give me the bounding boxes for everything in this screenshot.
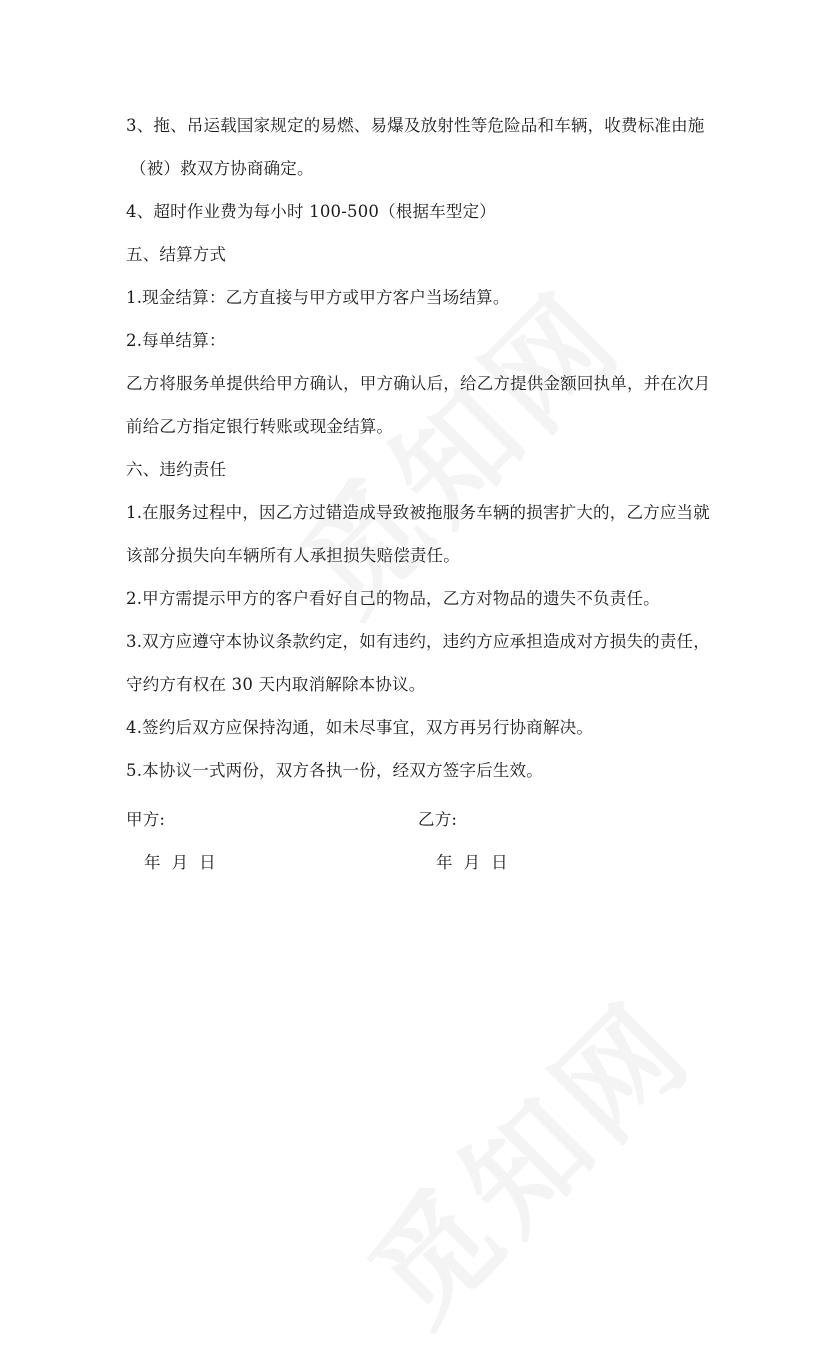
- liability-item-3-line-2: 守约方有权在 30 天内取消解除本协议。: [126, 675, 426, 694]
- settlement-paragraph-line-2: 前给乙方指定银行转账或现金结算。: [126, 417, 394, 436]
- clause-3-line-1: 3、拖、吊运载国家规定的易燃、易爆及放射性等危险品和车辆，收费标准由施: [126, 116, 705, 135]
- party-b-date: 年 月 日: [436, 853, 508, 872]
- party-b-signature-label: 乙方:: [418, 810, 458, 829]
- settlement-item-2: 2.每单结算：: [126, 331, 226, 350]
- settlement-paragraph-line-1: 乙方将服务单提供给甲方确认，甲方确认后，给乙方提供金额回执单，并在次月: [126, 374, 711, 393]
- liability-item-1-line-2: 该部分损失向车辆所有人承担损失赔偿责任。: [126, 546, 460, 565]
- watermark: [326, 957, 723, 1354]
- clause-3-line-2: （被）救双方协商确定。: [130, 159, 314, 178]
- liability-item-4: 4.签约后双方应保持沟通，如未尽事宜，双方再另行协商解决。: [126, 718, 594, 737]
- clause-4: 4、超时作业费为每小时 100-500（根据车型定）: [126, 202, 497, 221]
- liability-item-2: 2.甲方需提示甲方的客户看好自己的物品，乙方对物品的遗失不负责任。: [126, 589, 660, 608]
- liability-item-3-line-1: 3.双方应遵守本协议条款约定，如有违约，违约方应承担造成对方损失的责任，: [126, 632, 710, 651]
- party-a-date: 年 月 日: [144, 853, 216, 872]
- liability-item-5: 5.本协议一式两份，双方各执一份，经双方签字后生效。: [126, 761, 543, 780]
- party-a-signature-label: 甲方:: [126, 810, 166, 829]
- liability-item-1-line-1: 1.在服务过程中，因乙方过错造成导致被拖服务车辆的损害扩大的，乙方应当就: [126, 503, 710, 522]
- section-heading-liability: 六、违约责任: [126, 460, 227, 479]
- settlement-item-1: 1.现金结算：乙方直接与甲方或甲方客户当场结算。: [126, 288, 510, 307]
- section-heading-settlement: 五、结算方式: [126, 245, 227, 264]
